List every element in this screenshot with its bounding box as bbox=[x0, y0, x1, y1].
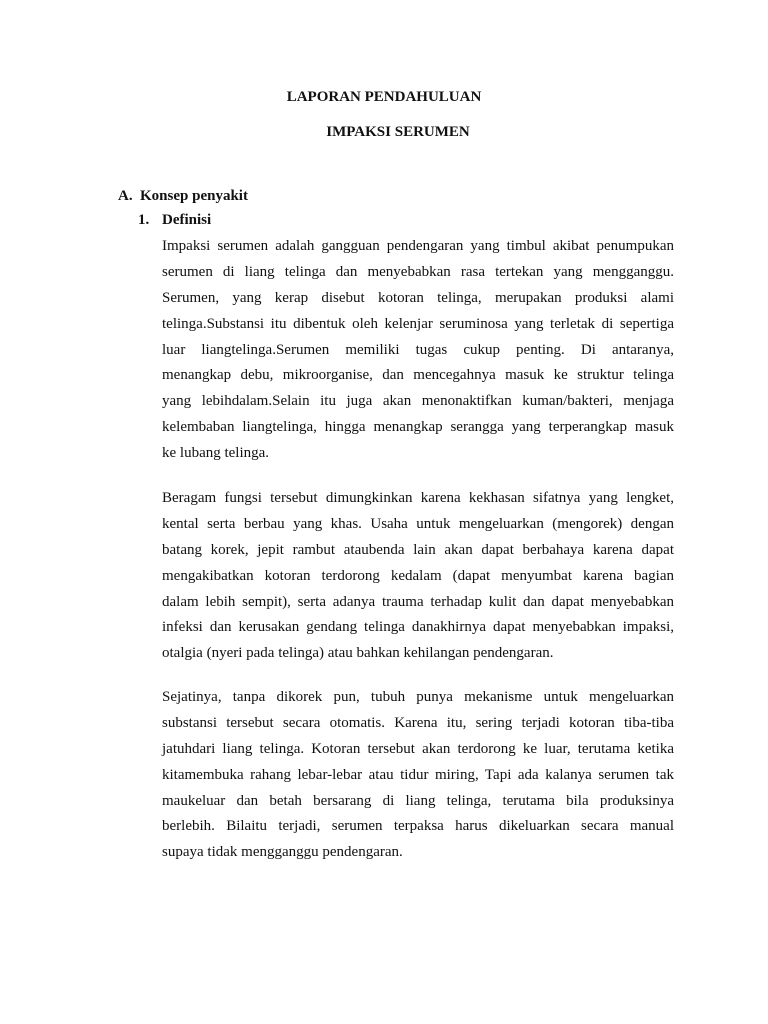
paragraph-line: supaya tidak mengganggu pendengaran. bbox=[162, 844, 403, 861]
paragraph-line: ke lubang telinga. bbox=[162, 445, 270, 462]
paragraph-line: kelembaban liangtelinga, hingga menangkap serangga yang terperangkap masuk bbox=[162, 419, 674, 436]
section-heading bbox=[118, 187, 248, 205]
section-label: Konsep penyakit bbox=[140, 188, 248, 204]
paragraph-line: dalam lebih sempit), serta adanya trauma terhadap kulit dan dapat menyebabkan bbox=[162, 593, 674, 610]
paragraph-line: Sejatinya, tanpa dikorek pun, tubuh punya mekanisme untuk mengeluarkan bbox=[162, 689, 674, 705]
paragraph-line: batang korek, jepit rambut ataubenda lain akan dapat berbahaya karena dapat bbox=[162, 541, 674, 558]
paragraph-line: infeksi dan kerusakan gendang telinga danakhirnya dapat menyebabkan impaksi, bbox=[162, 619, 674, 636]
paragraph-line: kitamembuka rahang lebar-lebar atau tidur miring, Tapi ada kalanya serumen tak bbox=[162, 766, 674, 783]
paragraph-line: yang lebihdalam.Selain itu juga akan menonaktifkan kuman/bakteri, menjaga bbox=[162, 393, 674, 410]
paragraph-line: serumen di liang telinga dan menyebabkan rasa tertekan yang mengganggu. bbox=[162, 263, 674, 280]
paragraph-line: kental serta berbau yang khas. Usaha untuk mengeluarkan (mengorek) dengan bbox=[162, 515, 674, 532]
paragraph-line: Impaksi serumen adalah gangguan pendengaran yang timbul akibat penumpukan bbox=[162, 238, 674, 254]
paragraph-functions bbox=[162, 489, 674, 670]
paragraph-line: telinga.Substansi itu dibentuk oleh kelenjar seruminosa yang terletak di sepertiga bbox=[162, 315, 674, 332]
subsection-label: Definisi bbox=[162, 212, 212, 228]
paragraph-line: Beragam fungsi tersebut dimungkinkan karena kekhasan sifatnya yang lengket, bbox=[162, 490, 674, 506]
paragraph-line: berlebih. Bilaitu terjadi, serumen terpaksa harus dikeluarkan secara manual bbox=[162, 818, 674, 835]
subsection-number: 1. bbox=[138, 212, 150, 228]
paragraph-line: menangkap debu, mikroorganise, dan mencegahnya masuk ke struktur telinga bbox=[162, 367, 674, 384]
paragraph-definition bbox=[162, 237, 674, 470]
paragraph-line: Serumen, yang kerap disebut kotoran telinga, merupakan produksi alami bbox=[162, 289, 674, 306]
paragraph-line: jatuhdari liang telinga. Kotoran tersebut akan terdorong ke luar, terutama ketika bbox=[162, 740, 674, 757]
paragraph-line: otalgia (nyeri pada telinga) atau bahkan kehilangan pendengaran. bbox=[162, 645, 554, 662]
subsection-heading bbox=[138, 211, 211, 229]
document-subtitle: IMPAKSI SERUMEN bbox=[326, 124, 470, 140]
paragraph-mechanism bbox=[162, 688, 674, 869]
paragraph-line: mengakibatkan kotoran terdorong kedalam (dapat menyumbat karena bagian bbox=[162, 567, 674, 584]
section-number: A. bbox=[118, 188, 133, 204]
document-title: LAPORAN PENDAHULUAN bbox=[286, 89, 482, 105]
paragraph-line: substansi tersebut secara otomatis. Karena itu, sering terjadi kotoran tiba-tiba bbox=[162, 714, 674, 731]
paragraph-line: luar liangtelinga.Serumen memiliki tugas cukup penting. Di antaranya, bbox=[162, 341, 674, 358]
paragraph-line: maukeluar dan betah bersarang di liang telinga, terutama bila produksinya bbox=[162, 792, 674, 809]
